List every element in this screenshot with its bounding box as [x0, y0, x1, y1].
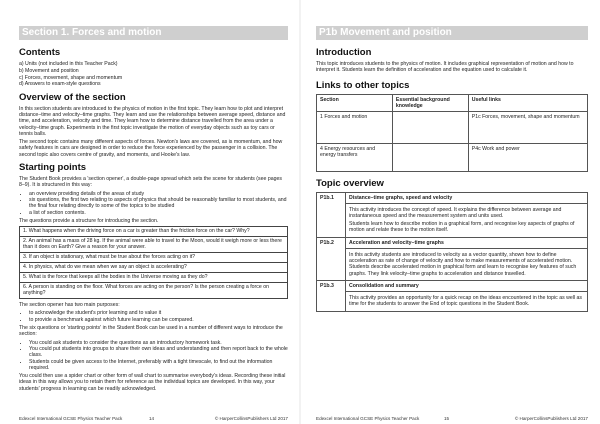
- table-cell: [392, 143, 468, 171]
- bullet-item: • to provide a benchmark against which future learning can be compared.: [29, 317, 288, 323]
- unit-paragraph: This activity provides an opportunity for a quick recap on the ideas encountered in the topic as well as time for the students to answer the End of topic questions in the Student Book.: [349, 294, 582, 308]
- starting-paragraph: The Student Book provides a 'section opener', a double-page spread which sets the scene for students (see pages 8–9). It is structured in this way:: [19, 176, 282, 189]
- table-cell: 4 Energy resources and energy transfers: [317, 143, 393, 171]
- bullet-item: • Students could be given access to the Internet, preferably with a tight timescale, to find out the information required.: [29, 359, 288, 372]
- bullet-item: • to acknowledge the student's prior learning and to value it: [29, 310, 288, 316]
- unit-paragraph: Students learn how to describe motion in a graphical form, and recognise key aspects of graphs of motion and relate these to the motion itself.: [349, 221, 575, 234]
- unit-body: [346, 292, 587, 311]
- unit-paragraph: This activity introduces the concept of speed. It explains the difference between average and instantaneous speed and the measurement system and units used.: [349, 206, 562, 219]
- table-row: [317, 192, 588, 237]
- question-item: 3. If an object is stationary, what must be true about the forces acting on it?: [20, 253, 287, 263]
- contents-heading: Contents: [19, 47, 61, 58]
- table-row: [317, 111, 588, 143]
- bullet-item: • an overview providing details of the areas of study: [29, 191, 288, 197]
- table-cell: 1 Forces and motion: [317, 111, 393, 143]
- table-cell: P1c Forces, movement, shape and momentum: [468, 111, 587, 143]
- bullet-item: • You could ask students to consider the questions as an introductory homework task.: [29, 340, 288, 346]
- unit-code: P1b.1: [317, 192, 346, 237]
- column-header: Useful links: [468, 94, 587, 111]
- starting-points-heading: Starting points: [19, 162, 87, 174]
- contents-list: [19, 61, 288, 88]
- footer-copyright: © HarperCollinsPublishers Ltd 2017: [514, 416, 588, 421]
- unit-title: Consolidation and summary: [346, 281, 587, 292]
- bullet-item: • a list of section contents.: [29, 210, 288, 216]
- topic-overview-heading: Topic overview: [316, 177, 384, 189]
- question-item: 6. A person is standing on the floor. What forces are acting on the person? Is the person creating a force on anything?: [23, 284, 269, 297]
- introduction-heading: Introduction: [316, 47, 372, 58]
- table-cell: P4c Work and power: [468, 143, 587, 171]
- opener-bullets: [19, 310, 288, 323]
- ways-bullets: [19, 340, 288, 371]
- contents-item: d) Answers to exam-style questions: [19, 81, 101, 88]
- table-row: [317, 237, 588, 280]
- bullet-item: • You could put students into groups to share their own ideas and understanding and then report back to the whole class.: [29, 346, 288, 359]
- column-header: Section: [317, 94, 393, 111]
- unit-title: Acceleration and velocity–time graphs: [346, 238, 587, 249]
- table-cell: [392, 111, 468, 143]
- overview-heading: Overview of the section: [19, 91, 126, 103]
- links-heading: Links to other topics: [316, 79, 410, 91]
- right-page: [300, 0, 600, 424]
- topic-banner: P1b Movement and position: [316, 26, 588, 40]
- links-table: [316, 94, 588, 172]
- introduction-paragraph: This topic introduces students to the physics of motion. It includes graphical representation of motion and how to interpret it. Students learn the definition of acceleration and the equation used to calculate it.: [316, 61, 574, 74]
- question-item: 4. In physics, what do we mean when we say an object is accelerating?: [20, 263, 287, 273]
- unit-content: [346, 192, 588, 237]
- footer-title: Edexcel International GCSE Physics Teacher Pack: [19, 416, 123, 421]
- page-number: 15: [444, 416, 450, 421]
- page-number: 14: [149, 416, 155, 421]
- closing-paragraph: You could then use a spider chart or other form of wall chart to summarise everybody's ideas. Recording these initial ideas in this way allows you to retain them for reference as the individual topics are developed. In this way, your students' progress in learning can be readily acknowledged.: [19, 373, 286, 392]
- bullet-item: • six questions, the first two relating to aspects of physics that should be reasonably familiar to most students, and the final four relating directly to some of the topics to be studied: [29, 197, 288, 210]
- table-header-row: [317, 94, 588, 111]
- questions-box: [19, 226, 288, 299]
- footer-title: Edexcel International GCSE Physics Teacher Pack: [316, 416, 420, 421]
- unit-body: [346, 204, 587, 237]
- unit-body: [346, 249, 587, 280]
- question-item: 1. What happens when the driving force on a car is greater than the friction force on the car? Why?: [20, 227, 287, 237]
- page-gutter: [299, 0, 301, 424]
- unit-code: P1b.2: [317, 237, 346, 280]
- contents-item: a) Units (not included in this Teacher Pack): [19, 61, 118, 67]
- question-item: 2. An animal has a mass of 28 kg. If the animal were able to travel to the Moon, would it weigh more or less there than it does on Earth? Give a reason for your answer.: [20, 237, 287, 253]
- overview-paragraph: In this section students are introduced to the physics of motion in the first topic. They learn how to plot and interpret distance–time and velocity–time graphs. They learn and use the relationships between average speed, distance and time, and acceleration, velocity and time. They learn how to determine distance travelled from the area under a velocity–time graph. Experiments in the first topic investigate the motion of everyday objects such as toy cars or tennis balls.: [19, 105, 286, 137]
- unit-title: Distance–time graphs, speed and velocity: [346, 193, 587, 204]
- contents-item: c) Forces, movement, shape and momentum: [19, 74, 123, 81]
- table-row: [317, 280, 588, 311]
- overview-paragraph: The second topic contains many different aspects of forces. Newton's laws are covered, as is momentum, and how safety features in cars are designed in order to reduce the force experienced by the passenger in a collision. The second topic also covers centre of gravity, and moments, and Hooke's law.: [19, 139, 283, 158]
- topic-overview-table: [316, 192, 588, 312]
- section-banner: Section 1. Forces and motion: [19, 26, 288, 40]
- unit-paragraph: In this activity students are introduced to velocity as a vector quantity, shown how to define acceleration as rate of change of velocity and how to make measurements of accelerated motion. Students describe accelerated motion in graphical form and learn to recognise key features of such graphs. They link velocity–time graphs to acceleration and distance travelled.: [349, 251, 577, 277]
- contents-item: b) Movement and position: [19, 67, 79, 74]
- table-row: [317, 143, 588, 171]
- column-header: Essential background knowledge: [392, 94, 468, 111]
- starting-bullets: [19, 191, 288, 216]
- question-item: 5. What is the force that keeps all the bodies in the Universe moving as they do?: [20, 273, 287, 283]
- unit-content: [346, 237, 588, 280]
- opener-paragraph: The section opener has two main purposes:: [19, 302, 120, 309]
- footer-copyright: © HarperCollinsPublishers Ltd 2017: [214, 416, 288, 421]
- questions-intro: The questions provide a structure for introducing the section.: [19, 217, 159, 224]
- ways-paragraph: The six questions or 'starting points' in the Student Book can be used in a number of different ways to introduce the section:: [19, 325, 283, 338]
- unit-code: P1b.3: [317, 280, 346, 311]
- unit-content: [346, 280, 588, 311]
